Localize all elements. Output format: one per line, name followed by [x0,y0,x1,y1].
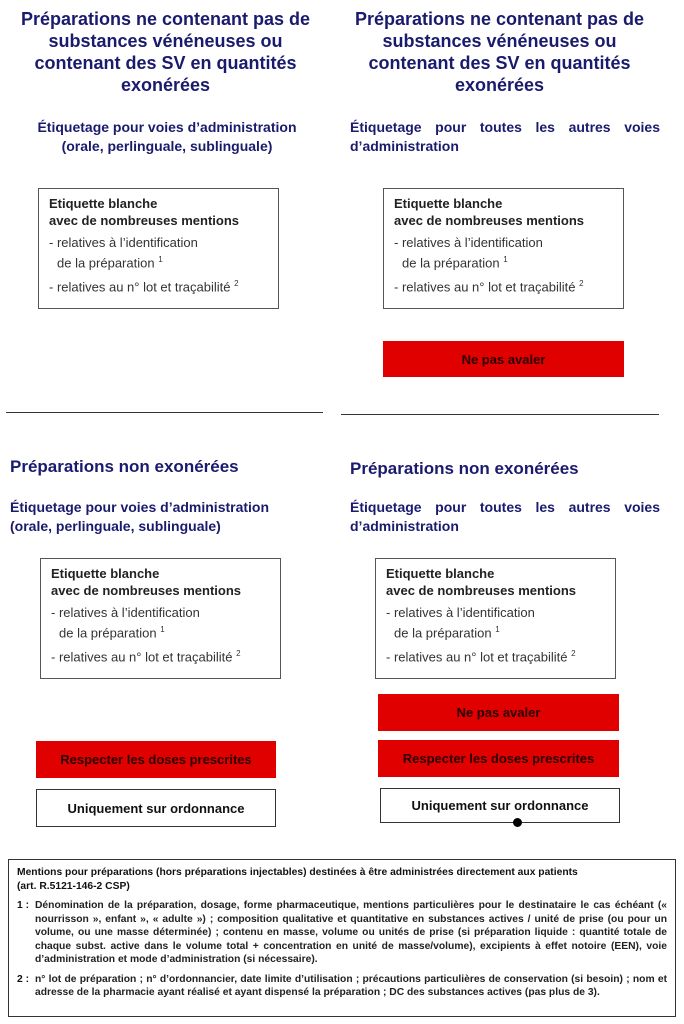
note-text: n° lot de préparation ; n° d’ordonnancier, date limite d’utilisation ; précautions particulières de conservation (si besoin) ; nom et adresse de la pharmacie ayant réalisé et ayant dispensé la préparation ; DC des substances actives (pas plus de 3). [35,973,667,998]
label-line-1: - relatives à l’identification [394,235,543,250]
top-right-label-box [383,188,624,309]
label-heading-2: avec de nombreuses mentions [386,583,577,598]
label-line-1: - relatives à l’identification [49,235,198,250]
top-left-subtitle-bold: Étiquetage pour voies d’administration [37,119,297,135]
label-line-3: - relatives au n° lot et traçabilité $^2$ [386,649,576,665]
label-heading-1: Etiquette blanche [51,566,160,581]
label-line-2: de la préparation $^1$ [59,625,165,641]
notes-box [8,859,676,1017]
bottom-right-label-box [375,558,616,679]
bottom-left-red-label: Respecter les doses prescrites [36,741,276,778]
cursor-dot [513,818,522,827]
bottom-right-title: Préparations non exonérées [350,459,579,478]
divider-right [341,414,659,415]
bottom-right-red-label-1: Ne pas avaler [378,694,619,731]
label-line-2: de la préparation $^1$ [402,255,508,271]
bottom-right-white-label: Uniquement sur ordonnance [380,788,620,823]
bottom-left-subtitle-bold: Étiquetage pour voies d’administration [10,499,270,515]
bottom-left-subtitle-normal: (orale, perlinguale, sublinguale) [10,518,221,534]
top-right-red-label: Ne pas avaler [383,341,624,377]
label-heading-1: Etiquette blanche [49,196,158,211]
note-number: 1 : [17,900,30,911]
notes-title-1: Mentions pour préparations (hors préparations injectables) destinées à être administrées directement aux patients [17,867,578,878]
label-line-3: - relatives au n° lot et traçabilité $^2$ [51,649,241,665]
label-heading-2: avec de nombreuses mentions [51,583,242,598]
top-right-subtitle: Étiquetage pour toutes les autres voies d’administration [350,119,660,154]
label-heading-2: avec de nombreuses mentions [394,213,585,228]
top-right-title: Préparations ne contenant pas de substances vénéneuses ou contenant des SV en quantités exonérées [354,9,645,95]
bottom-left-white-label: Uniquement sur ordonnance [36,789,276,827]
label-heading-1: Etiquette blanche [394,196,503,211]
bottom-left-label-box [40,558,281,679]
label-line-2: de la préparation $^1$ [57,255,163,271]
top-left-subtitle-normal: (orale, perlinguale, sublinguale) [61,138,273,154]
bottom-right-red-label-2: Respecter les doses prescrites [378,740,619,777]
label-line-2: de la préparation $^1$ [394,625,500,641]
label-line-1: - relatives à l’identification [386,605,535,620]
label-heading-2: avec de nombreuses mentions [49,213,240,228]
label-line-3: - relatives au n° lot et traçabilité $^2$ [394,279,584,295]
label-heading-1: Etiquette blanche [386,566,495,581]
label-line-1: - relatives à l’identification [51,605,200,620]
divider-left [6,412,323,413]
top-left-title: Préparations ne contenant pas de substances vénéneuses ou contenant des SV en quantités exonérées [20,9,311,95]
bottom-left-title: Préparations non exonérées [10,457,239,476]
bottom-right-subtitle: Étiquetage pour toutes les autres voies d’administration [350,499,660,534]
label-line-3: - relatives au n° lot et traçabilité $^2$ [49,279,239,295]
note-item [17,899,667,967]
note-item [17,973,667,1000]
bottom-left-subtitle [10,498,320,536]
note-number: 2 : [17,973,30,985]
note-text: Dénomination de la préparation, dosage, forme pharmaceutique, mentions particulières pour le destinataire le cas échéant (« nourrisson », enfant », « adulte ») ; composition qualitative et quantitative en substances actives / unité de prise (ou pour un volume, ou une masse déterminée) ; contenu en masse, volume ou unités de prise (si préparation liquide : quantité totale de chaque subst. active dans le volume total + concentration en unité de masse/volume), excipients à effet notoire (EEN), voie d’administration et mode d’administration (si nécessaire). [35,900,667,965]
top-left-subtitle [12,118,322,156]
notes-title-2: (art. R.5121-146-2 CSP) [17,880,130,892]
top-left-label-box [38,188,279,309]
